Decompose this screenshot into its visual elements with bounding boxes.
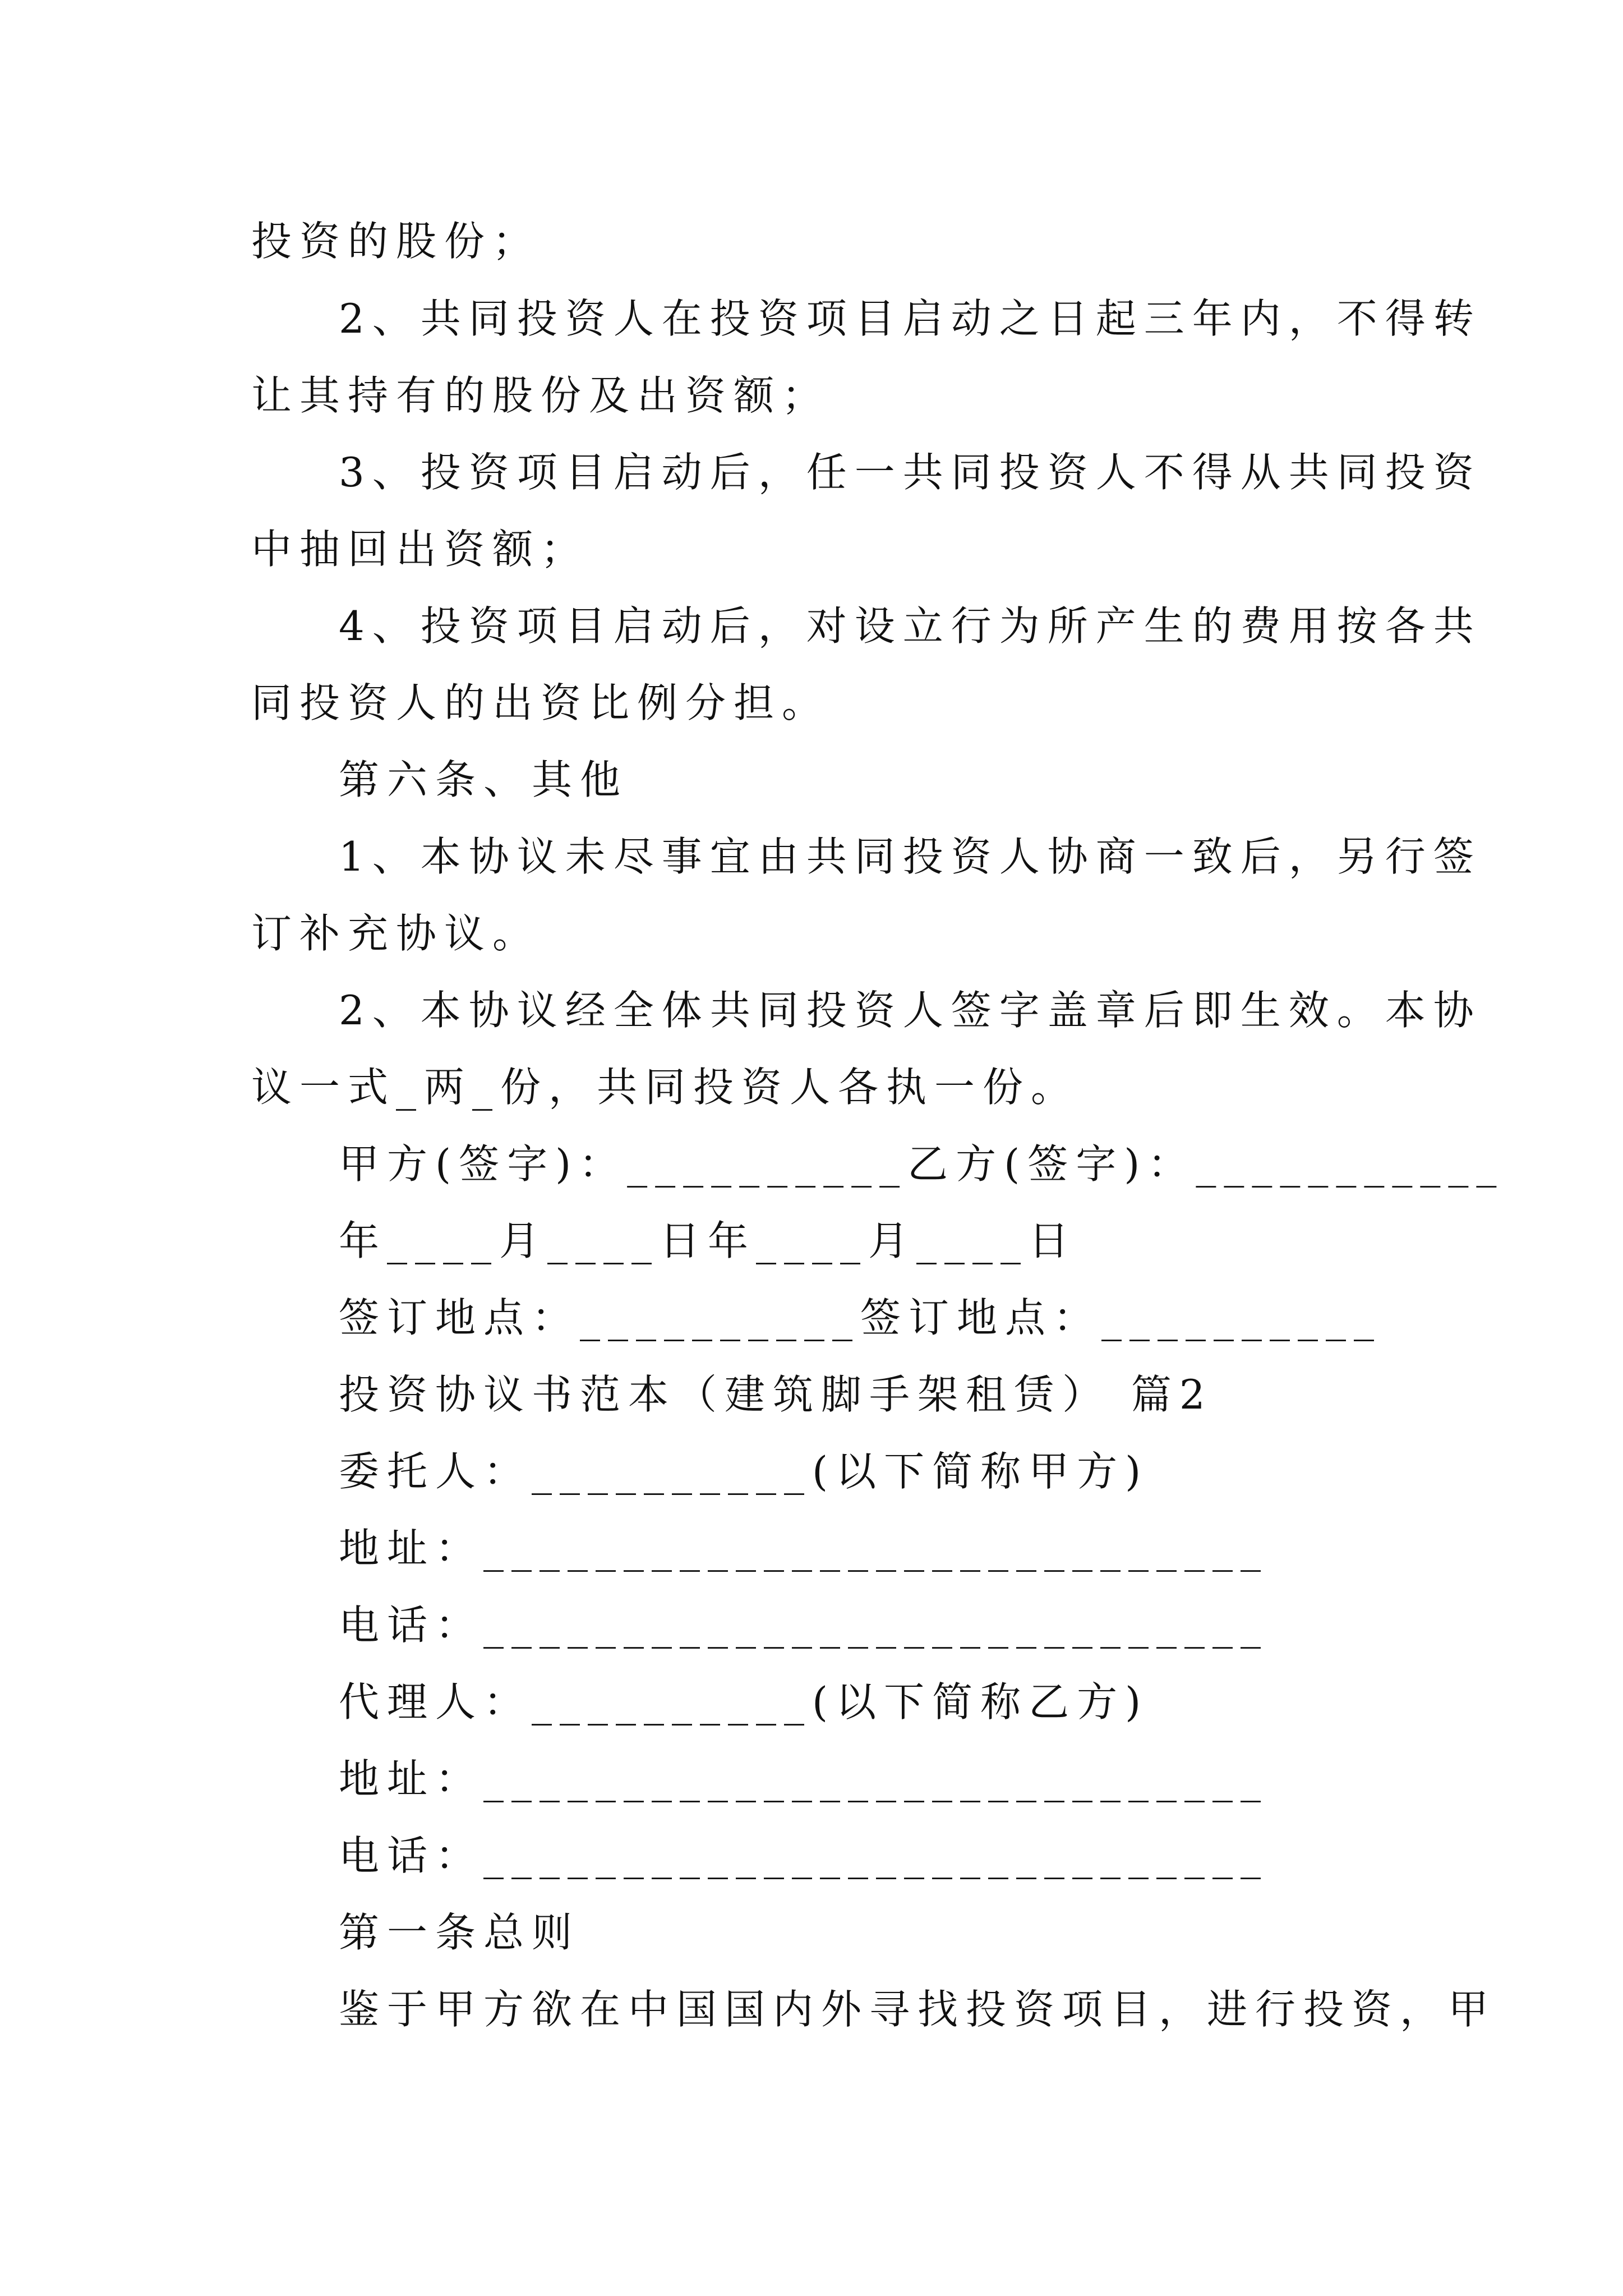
section-heading: 第一条总则 (339, 1909, 580, 1956)
text-line: 订补充协议。 (251, 910, 541, 957)
field-line: 地址：____________________________ (339, 1755, 1269, 1802)
signature-line: 甲方(签字)：__________乙方(签字)：___________ (339, 1140, 1505, 1188)
field-line: 电话：____________________________ (339, 1832, 1269, 1879)
document-subtitle: 投资协议书范本（建筑脚手架租赁） 篇2 (339, 1371, 1213, 1418)
text-line: 2、共同投资人在投资项目启动之日起三年内，不得转 (339, 295, 1482, 342)
text-line: 3、投资项目启动后，任一共同投资人不得从共同投资 (339, 449, 1482, 496)
text-line: 1、本协议未尽事宜由共同投资人协商一致后，另行签 (339, 833, 1482, 880)
date-line: 年____月____日年____月____日 (339, 1217, 1077, 1264)
field-line: 委托人：__________(以下简称甲方) (339, 1448, 1149, 1495)
section-heading: 第六条、其他 (339, 756, 629, 803)
signing-place-line: 签订地点：__________签订地点：__________ (339, 1294, 1382, 1341)
text-line: 4、投资项目启动后，对设立行为所产生的费用按各共 (339, 602, 1482, 650)
field-line: 代理人：__________(以下简称乙方) (339, 1678, 1149, 1726)
text-line: 鉴于甲方欲在中国国内外寻找投资项目，进行投资，甲 (339, 1986, 1497, 2033)
field-line: 电话：____________________________ (339, 1602, 1269, 1649)
text-line: 让其持有的股份及出资额； (251, 372, 831, 419)
text-line: 同投资人的出资比例分担。 (251, 679, 831, 726)
text-line: 中抽回出资额； (251, 526, 589, 573)
text-line: 2、本协议经全体共同投资人签字盖章后即生效。本协 (339, 987, 1482, 1034)
text-line: 议一式_两_份，共同投资人各执一份。 (251, 1064, 1080, 1111)
text-line: 投资的股份； (251, 218, 541, 265)
field-line: 地址：____________________________ (339, 1525, 1269, 1572)
